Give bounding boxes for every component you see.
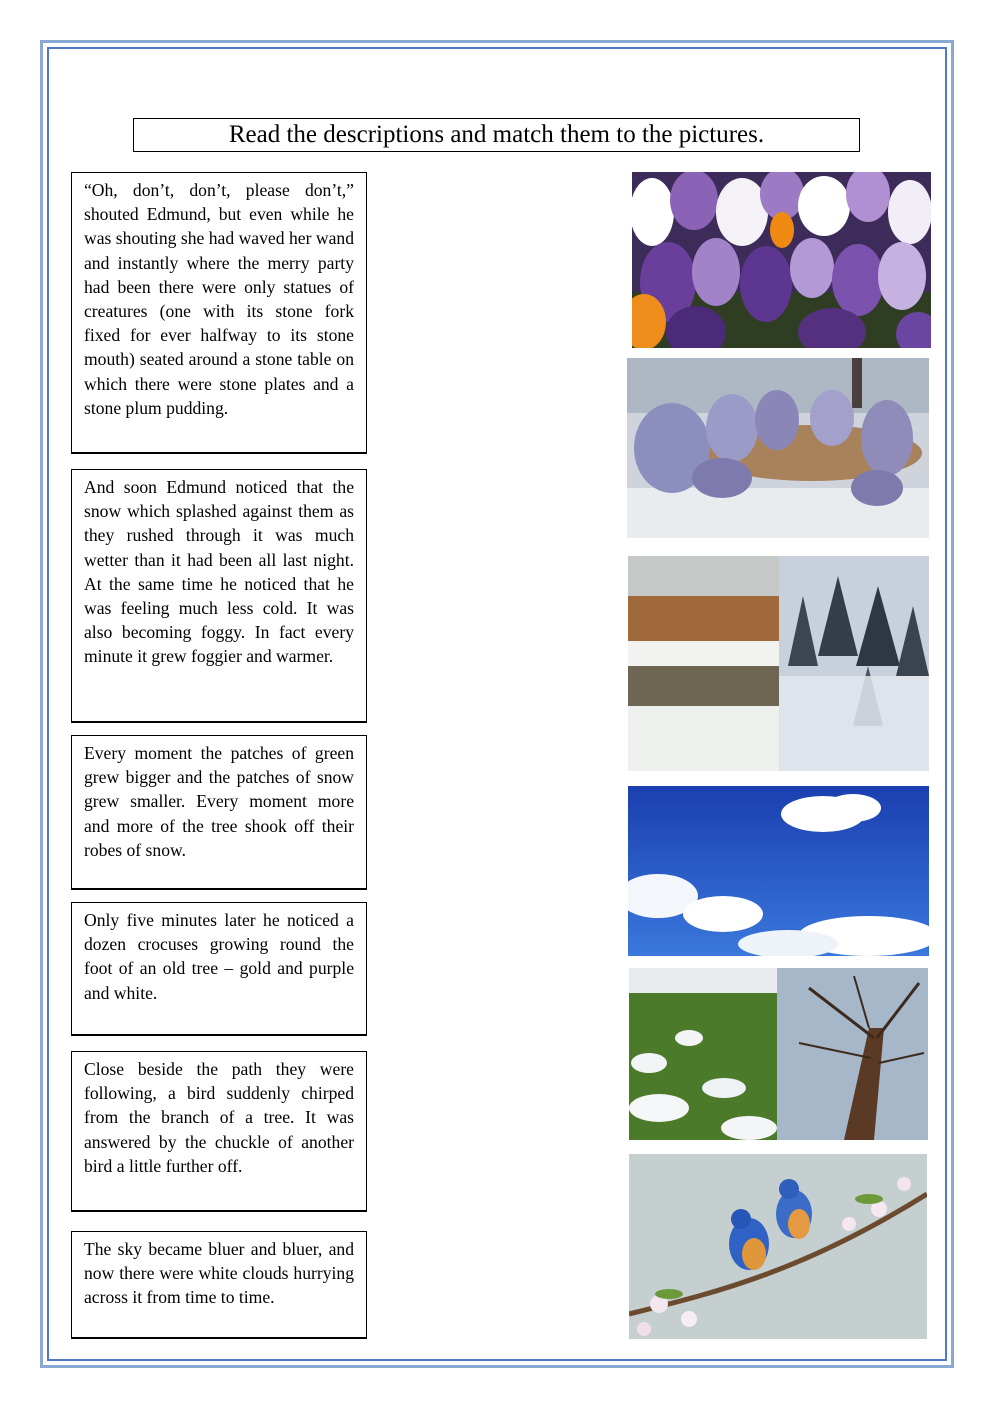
blue-sky-clouds-photo [628, 786, 929, 956]
crocuses-photo [632, 172, 931, 348]
description-box-3: Every moment the patches of green grew bigger and the patches of snow grew smaller. Every moment more and more of the tree shook off their robes of snow. [71, 735, 367, 890]
description-box-4: Only five minutes later he noticed a dozen crocuses growing round the foot of an old tree – gold and purple and white. [71, 902, 367, 1036]
grass-snow-and-tree-photo [629, 968, 928, 1140]
description-box-6: The sky became bluer and bluer, and now there were white clouds hurrying across it from time to time. [71, 1231, 367, 1339]
description-box-5: Close beside the path they were following, a bird suddenly chirped from the branch of a tree. It was answered by the chuckle of another bird a little further off. [71, 1051, 367, 1212]
description-box-1: “Oh, don’t, don’t, please don’t,” shouted Edmund, but even while he was shouting she had waved her wand and instantly where the merry party had been there were only statues of creatures (one with its stone fork fixed for ever halfway to its stone mouth) seated around a stone table on which there were stone plates and a stone plum pudding. [71, 172, 367, 454]
stone-statues-photo [627, 358, 929, 538]
melting-snow-and-fog-photo [628, 556, 929, 771]
description-box-2: And soon Edmund noticed that the snow which splashed against them as they rushed through it was much wetter than it had been all last night. At the same time he noticed that he was feeling much less cold. It was also becoming foggy. In fact every minute it grew foggier and warmer. [71, 469, 367, 723]
birds-on-branch-photo [629, 1154, 927, 1339]
worksheet-title: Read the descriptions and match them to the pictures. [133, 118, 860, 152]
